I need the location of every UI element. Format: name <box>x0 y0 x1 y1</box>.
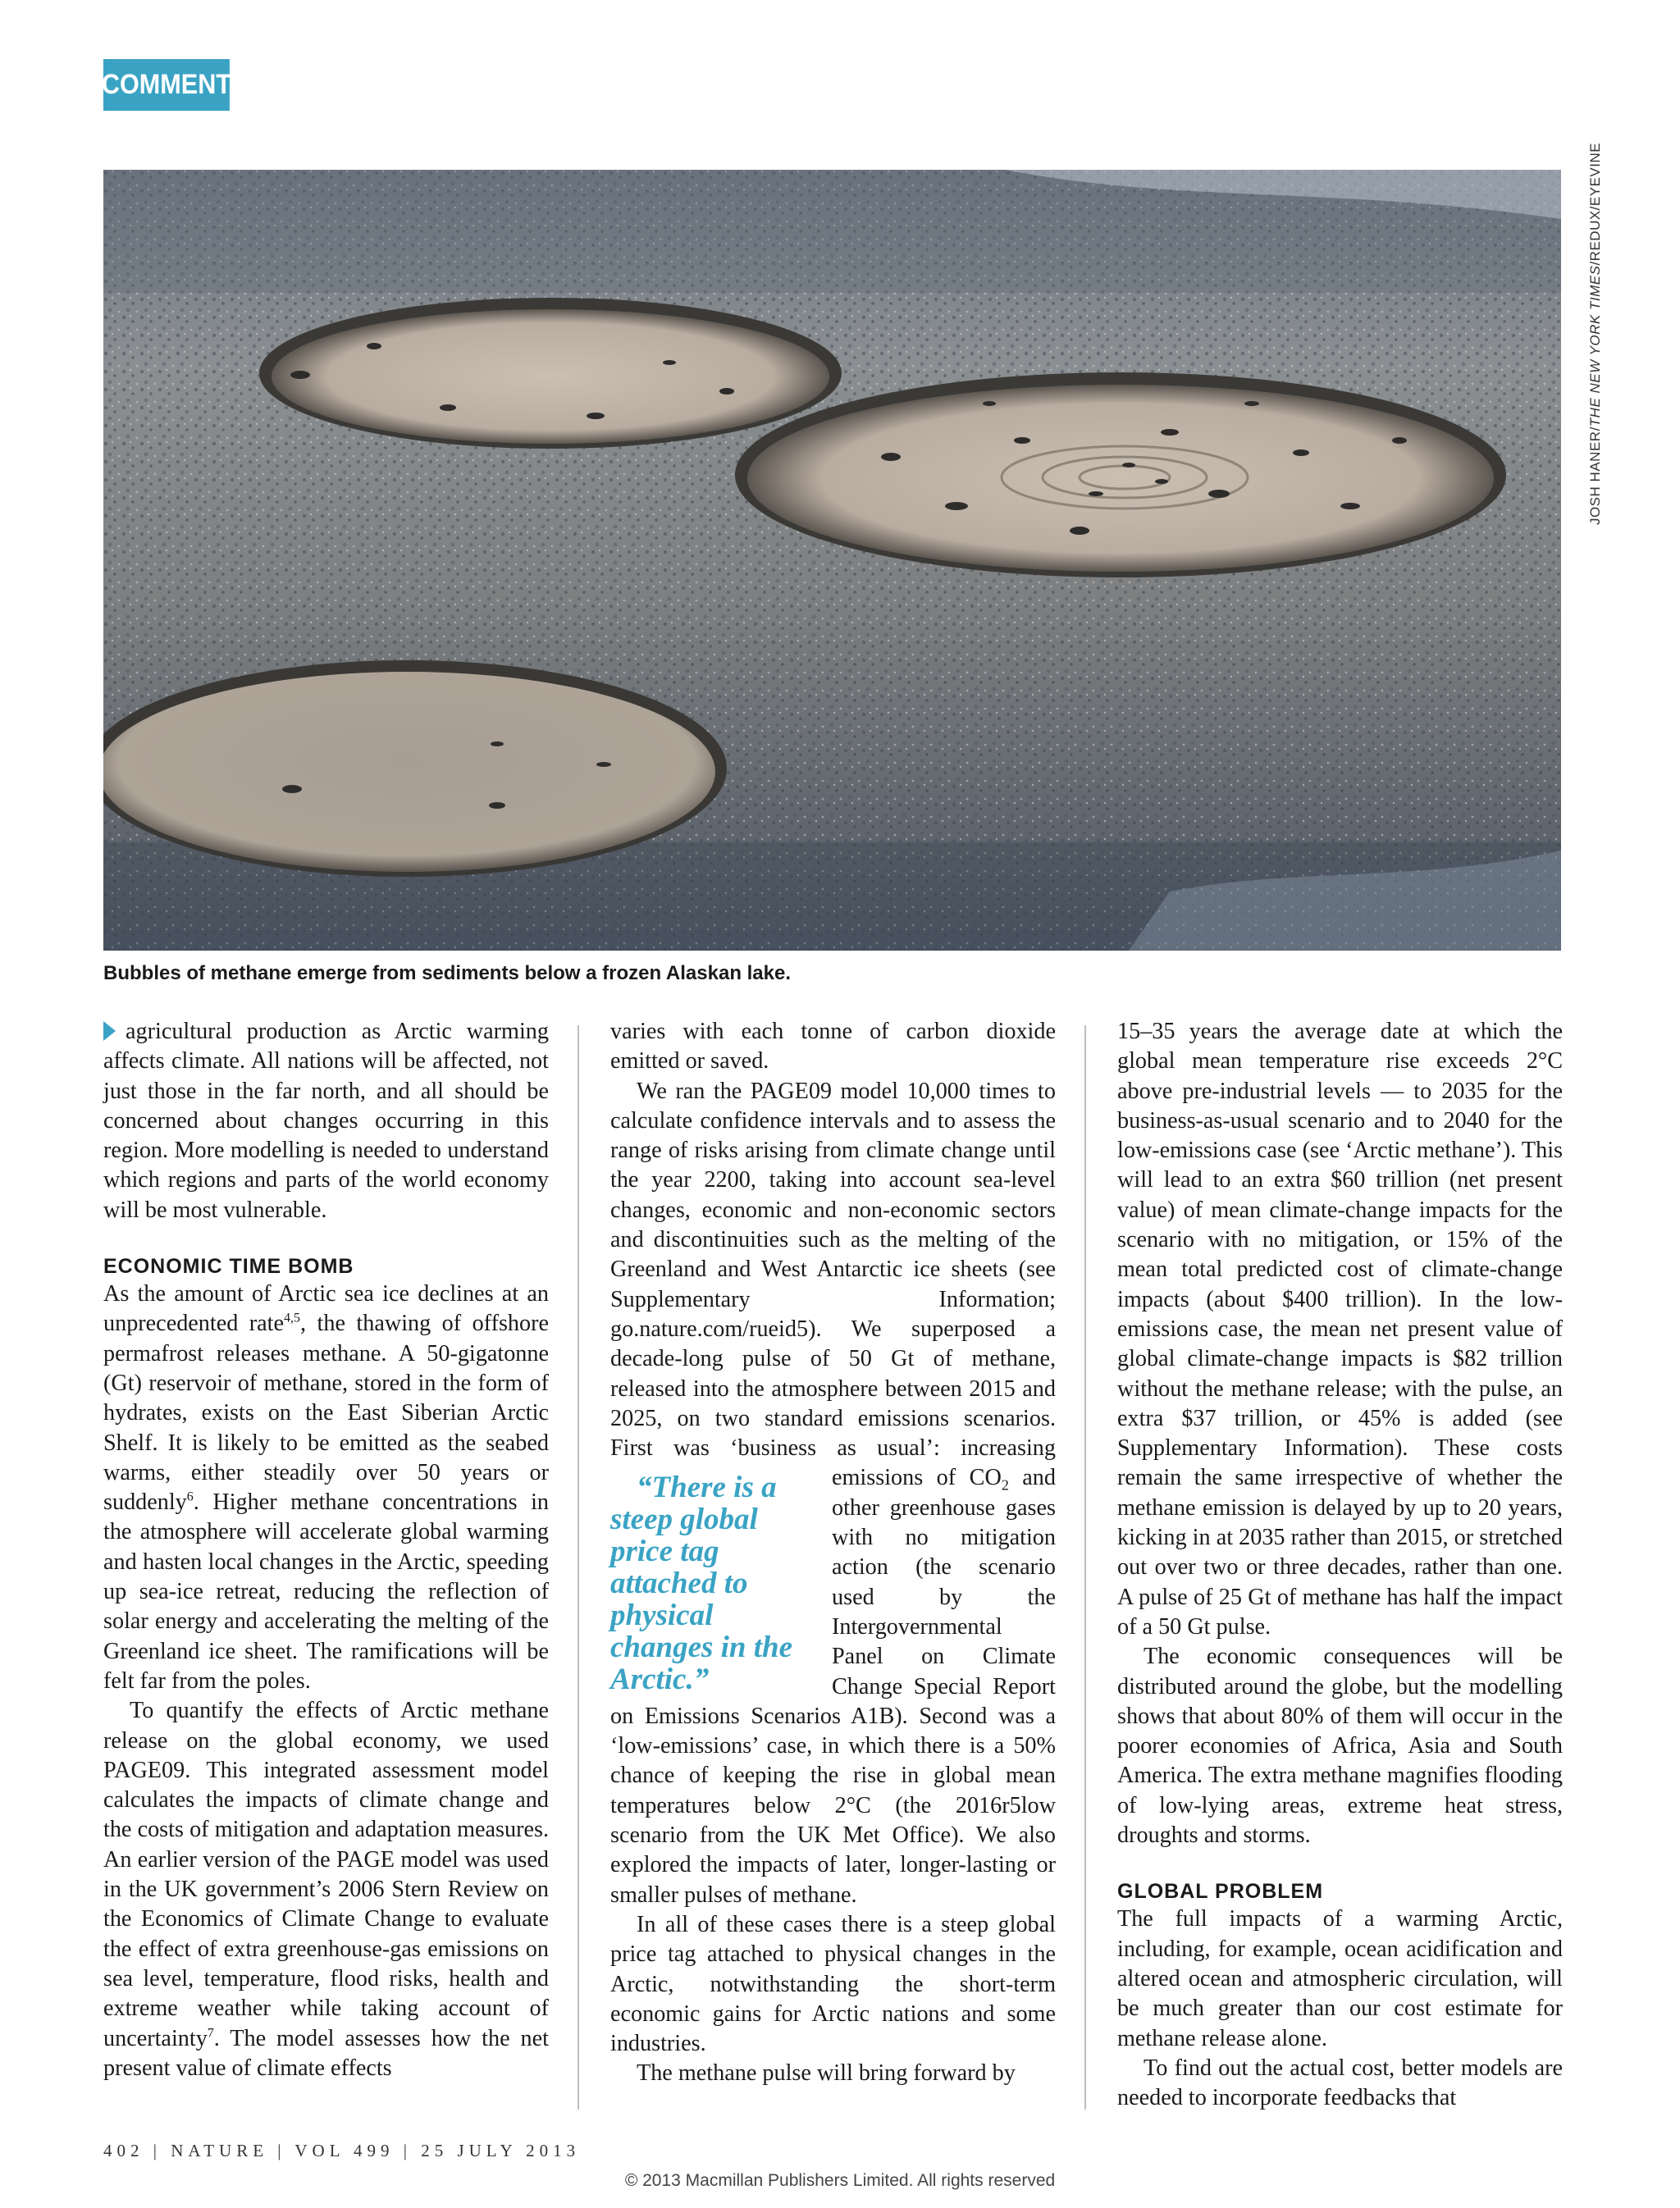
column-2 <box>610 1017 1056 2089</box>
paragraph: As the amount of Arctic sea ice declines at an unprecedented rate$^{4,5}$, the thawing of offshore permafrost releases methane. A 50-gigatonne (Gt) reservoir of methane, stored in the form of hydrates, exists on the East Siberian Arctic Shelf. It is likely to be emitted as the seabed warms, either steadily over 50 years or suddenly$^6$. Higher methane concentrations in the atmosphere will accelerate global warming and hasten local changes in the Arctic, speeding up sea-ice retreat, reducing the reflection of solar energy and accelerating the melting of the Greenland ice sheet. The ramifications will be felt far from the poles. <box>103 1281 550 1694</box>
page-footer: 402 | NATURE | VOL 499 | 25 JULY 2013 <box>103 2141 581 2160</box>
paragraph: The full impacts of a warming Arctic, including, for example, ocean acidification and altered ocean and atmospheric circulation, will be much greater than our cost estimate for methane release alone. <box>1117 1906 1563 2051</box>
photo-credit: JOSH HANER/THE NEW YORK TIMES/REDUX/EYEVINE <box>1587 142 1603 525</box>
lead-photo <box>103 170 1561 951</box>
paragraph: 15–35 years the average date at which the global mean temperature rise exceeds 2°C above pre-industrial levels — to 2035 for the business-as-usual scenario and to 2040 for the low-emissions case (see ‘Arctic methane’). This will lead to an extra $60 trillion (net present value) of mean climate-change impacts for the scenario with no mitigation, or 15% of the mean total predicted cost of climate-change impacts (about $400 trillion). In the low-emissions case, the mean net present value of global climate-change impacts is $82 trillion without the methane release; with the pulse, an extra $37 trillion, or 45% is added (see Supplementary Information). These costs remain the same irrespective of whether the methane emission is delayed by up to 20 years, kicking in at 2035 rather than 2015, or stretched out over two or three decades, rather than one. A pulse of 25 Gt of methane has half the impact of a 50 Gt pulse. <box>1117 1019 1563 1640</box>
column-3 <box>1117 1017 1563 2113</box>
section-heading: ECONOMIC TIME BOMB <box>103 1255 354 1279</box>
paragraph: The methane pulse will bring forward by <box>637 2060 1016 2087</box>
paragraph: varies with each tonne of carbon dioxide emitted or saved. <box>610 1019 1056 1074</box>
continued-arrow-icon <box>103 1021 116 1041</box>
paragraph: agricultural production as Arctic warming affects climate. All nations will be affected, not just those in the far north, and all should be concerned about changes occurring in this region. More modelling is needed to understand which regions and parts of the world economy will be most vulnerable. <box>103 1019 549 1223</box>
paragraph: The economic consequences will be distributed around the globe, but the modelling shows that about 80% of them will occur in the poorer economies of Africa, Asia and South America. The extra methane magnifies flooding of low-lying areas, extreme heat stress, droughts and storms. <box>1117 1644 1563 1849</box>
paragraph: In all of these cases there is a steep global price tag attached to physical changes in the Arctic, notwithstanding the short-term economic gains for Arctic nations and some industries. <box>610 1911 1056 2057</box>
column-divider <box>1084 1025 1086 2110</box>
copyright-notice: © 2013 Macmillan Publishers Limited. All rights reserved <box>624 2171 1056 2190</box>
section-heading: GLOBAL PROBLEM <box>1117 1880 1324 1904</box>
paragraph: To find out the actual cost, better models are needed to incorporate feedbacks that <box>1117 2055 1563 2111</box>
column-1 <box>103 1017 549 2083</box>
paragraph: We ran the PAGE09 model 10,000 times to calculate confidence intervals and to assess the range of risks arising from climate change until the year 2200, taking into account sea-level changes, economic and non-economic sectors and discontinuities such as the melting of the Greenland and West Antarctic ice sheets (see Supplementary Information; go.nature.com/rueid5). We superposed a decade-long pulse of 50 Gt of methane, released into the atmosphere between 2015 and 2025, on two standard emissions scenarios. First was ‘business as usual’: “There is a steep global price tag attached to physical changes in the Arctic.” increasing emissions of $CO_2$ and other greenhouse gases with no mitigation action (the scenario used by the Intergovernmental Panel on Climate Change Special Report on Emissions Scenarios A1B). Second was a ‘low-emissions’ case, in which there is a 50% chance of keeping the rise in global mean temperatures below 2°C (the 2016r5low scenario from the UK Met Office). We also explored the impacts of later, longer-lasting or smaller pulses of methane. <box>610 1078 1056 1908</box>
photo-caption: Bubbles of methane emerge from sediments below a frozen Alaskan lake. <box>103 962 792 984</box>
paragraph: To quantify the effects of Arctic methane release on the global economy, we used PAGE09. This integrated assessment model calculates the impacts of climate change and the costs of mitigation and adaptation measures. An earlier version of the PAGE model was used in the UK government’s 2006 Stern Review on the Economics of Climate Change to evaluate the effect of extra greenhouse-gas emissions on sea level, temperature, flood risks, health and extreme weather while taking account of uncertainty$^7$. The model assesses how the net present value of climate effects <box>103 1698 549 2081</box>
section-label: COMMENT <box>103 59 230 111</box>
column-divider <box>578 1025 579 2110</box>
pull-quote: “There is a steep global price tag attached to physical changes in the Arctic.” <box>610 1471 793 1697</box>
